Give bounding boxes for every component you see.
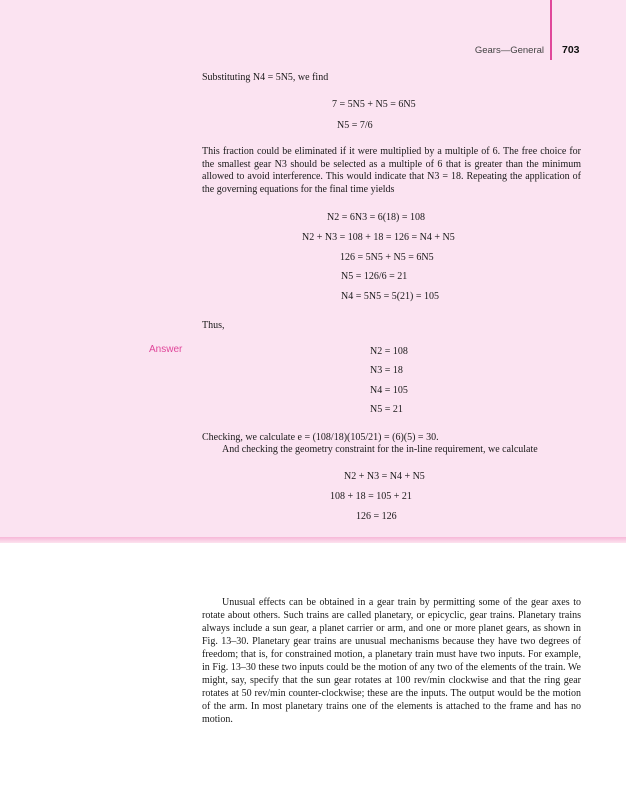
answer-equation: N3 = 18: [370, 365, 403, 376]
panel-bottom-rule: [0, 537, 626, 543]
answer-equation: N4 = 105: [370, 385, 408, 396]
answer-label: Answer: [149, 344, 183, 355]
answer-equation: N5 = 21: [370, 404, 403, 415]
header-vertical-bar: [550, 0, 552, 60]
checking-line: Checking, we calculate e = (108/18)(105/21) = (6)(5) = 30.: [202, 432, 439, 443]
running-header-section: Gears—General: [474, 45, 544, 56]
checking-geometry-line: And checking the geometry constraint for the in-line requirement, we calculate: [222, 444, 538, 455]
equation: N2 + N3 = N4 + N5: [344, 471, 425, 482]
equation: N4 = 5N5 = 5(21) = 105: [341, 291, 440, 302]
intro-line: Substituting N4 = 5N5, we find: [202, 72, 329, 83]
answer-equation: N2 = 108: [370, 346, 408, 357]
equation: N5 = 126/6 = 21: [341, 271, 408, 282]
equation: 7 = 5N5 + N5 = 6N5: [332, 99, 416, 110]
equation: N2 + N3 = 108 + 18 = 126 = N4 + N5: [302, 232, 455, 243]
paragraph-fraction: This fraction could be eliminated if it were multiplied by a multiple of 6. The free choice for the smallest gear N3 should be selected as a multiple of 6 that is greater than the minimum allowed to avoid interference. This would indicate that N3 = 18. Repeating the application of the governing equations for the final time yields: [202, 146, 581, 195]
equation: 108 + 18 = 105 + 21: [330, 491, 412, 502]
equation: N2 = 6N3 = 6(18) = 108: [327, 212, 426, 223]
page-number: 703: [562, 44, 580, 56]
equation: 126 = 126: [356, 511, 397, 522]
thus-text: Thus,: [202, 320, 225, 331]
equation: 126 = 5N5 + N5 = 6N5: [340, 252, 434, 263]
planetary-trains-paragraph: Unusual effects can be obtained in a gear train by permitting some of the gear axes to rotate about others. Such trains are called planetary, or epicyclic, gear trains. Planetary trains always include a sun gear, a planet carrier or arm, and one or more planet gears, as shown in Fig. 13–30. Planetary gear trains are unusual mechanisms because they have two degrees of freedom; that is, for constrained motion, a planetary train must have two inputs. For example, in Fig. 13–30 these two inputs could be the motion of any two of the elements of the train. We might, say, specify that the sun gear rotates at 100 rev/min clockwise and that the ring gear rotates at 50 rev/min counter-clockwise; these are the inputs. The output would be the motion of the arm. In most planetary trains one of the elements is attached to the frame and has no motion.: [202, 597, 581, 725]
equation: N5 = 7/6: [337, 120, 373, 131]
